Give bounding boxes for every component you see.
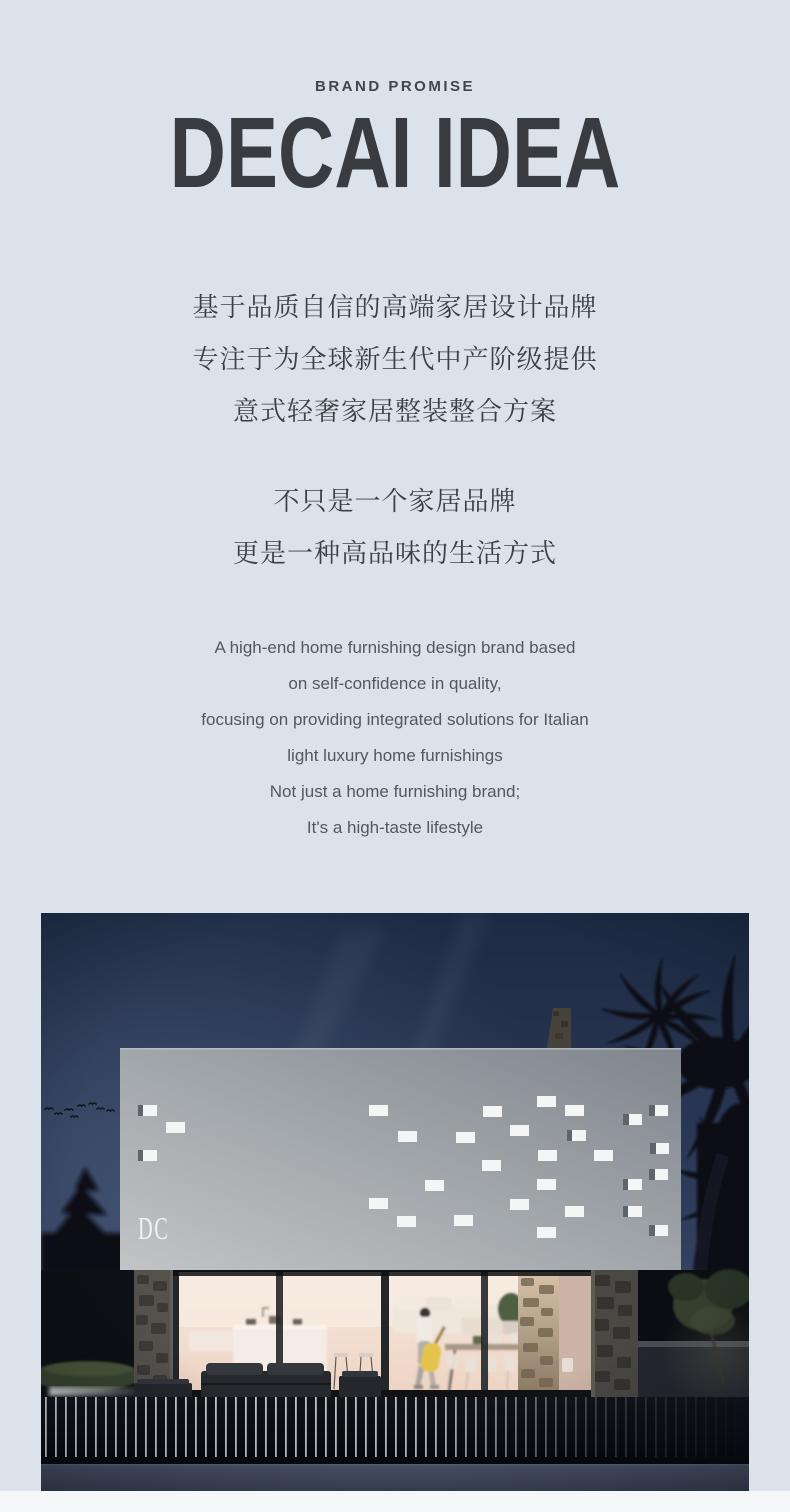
- cn-intro-block: [0, 281, 790, 437]
- hero-image: [41, 913, 749, 1491]
- cn-intro-line: 专注于为全球新生代中产阶级提供: [192, 344, 598, 374]
- en-intro-line: focusing on providing integrated solutions for Italian: [201, 710, 589, 729]
- vignette-overlay: [41, 913, 749, 1491]
- en-intro-line: It's a high-taste lifestyle: [306, 818, 484, 837]
- en-intro-line: A high-end home furnishing design brand based: [214, 638, 576, 657]
- en-intro-block: [0, 630, 790, 846]
- cn-slogan-line: 不只是一个家居品牌: [273, 486, 517, 516]
- page-title: DECAI IDEA: [169, 97, 621, 209]
- cn-intro-line: 基于品质自信的高端家居设计品牌: [192, 292, 598, 322]
- lower-section: [0, 1491, 790, 1512]
- cn-intro-line: 意式轻奢家居整装整合方案: [232, 396, 557, 426]
- en-intro-line: on self-confidence in quality,: [288, 674, 502, 693]
- en-intro-line: light luxury home furnishings: [287, 746, 503, 765]
- brand-eyebrow: BRAND PROMISE: [314, 78, 475, 95]
- en-intro-line: Not just a home furnishing brand;: [269, 782, 521, 801]
- cn-slogan-line: 更是一种高品味的生活方式: [232, 538, 557, 568]
- building-photo: [41, 913, 749, 1491]
- cn-slogan-block: [0, 475, 790, 579]
